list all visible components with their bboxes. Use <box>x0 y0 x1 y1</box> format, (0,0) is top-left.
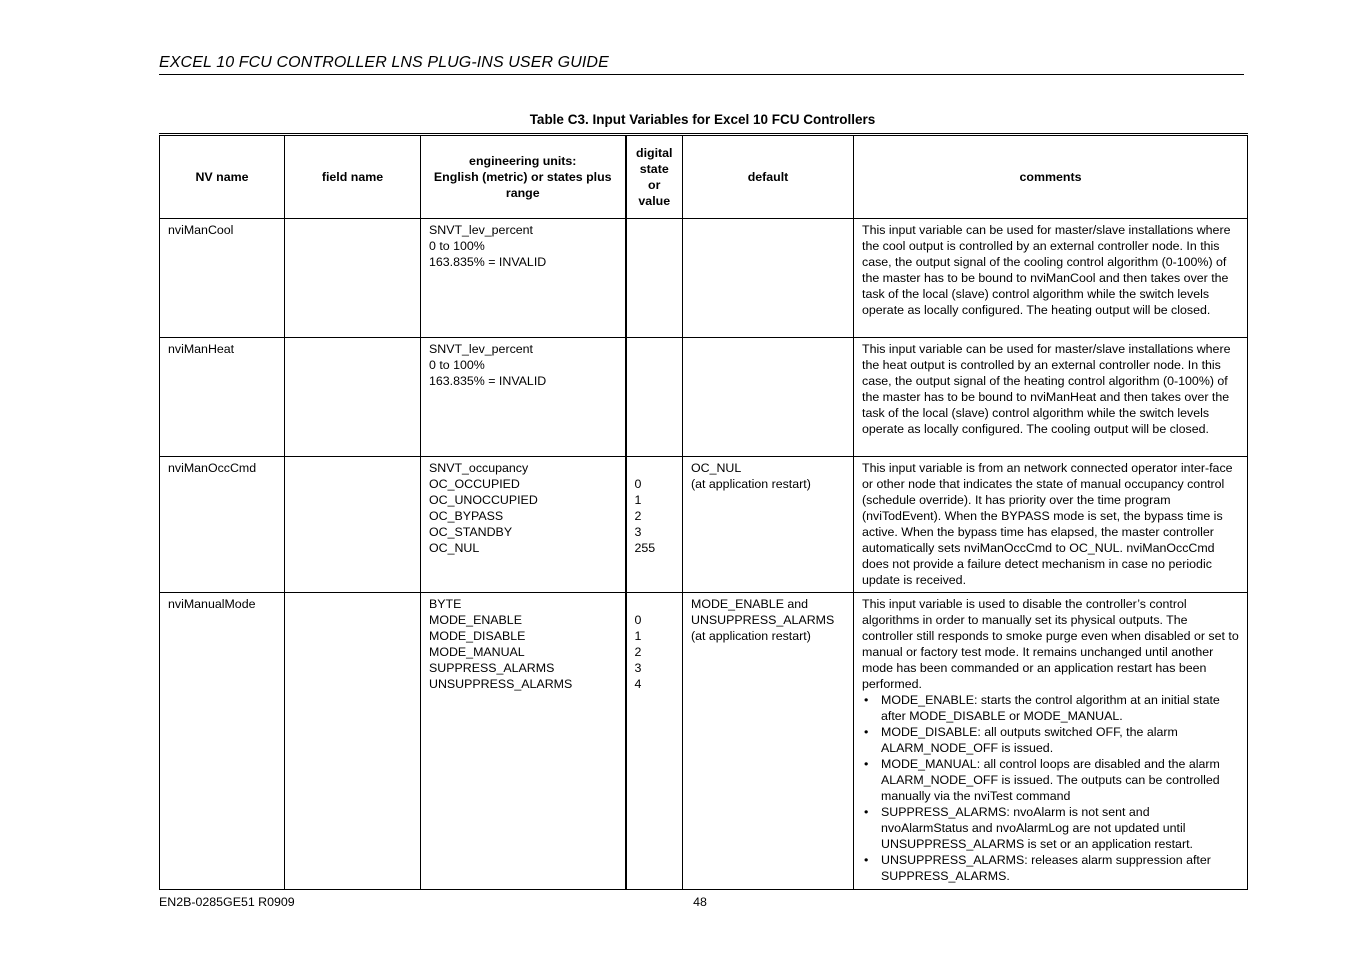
digital-line: 255 <box>634 541 656 555</box>
cell-field-name <box>285 219 421 338</box>
col-header-digital-line-1: digital <box>636 146 673 160</box>
cell-default <box>683 338 854 457</box>
bullet-item: • MODE_DISABLE: all outputs switched OFF, the alarm ALARM_NODE_OFF is issued. <box>881 724 1239 756</box>
units-line: MODE_DISABLE <box>429 629 526 643</box>
units-line: UNSUPPRESS_ALARMS <box>429 677 573 691</box>
input-variables-table <box>159 133 1248 890</box>
cell-nv-name: nviManCool <box>160 219 285 338</box>
footer-page-number: 48 <box>693 895 707 909</box>
col-header-eng-line-3: range <box>505 186 540 200</box>
col-header-digital-line-4: value <box>638 194 671 208</box>
units-line: 163.835% = INVALID <box>429 255 547 269</box>
units-line: SUPPRESS_ALARMS <box>429 661 555 675</box>
units-line: OC_UNOCCUPIED <box>429 493 538 507</box>
cell-comments <box>854 219 1248 338</box>
table-row <box>160 593 1248 890</box>
cell-field-name <box>285 593 421 890</box>
col-header-eng-line-2: English (metric) or states plus <box>433 170 612 184</box>
digital-line: 0 <box>634 613 642 627</box>
units-line: 0 to 100% <box>429 239 485 253</box>
default-line: OC_NUL <box>691 461 742 475</box>
units-line: 0 to 100% <box>429 358 485 372</box>
cell-units <box>421 593 626 890</box>
cell-default <box>683 593 854 890</box>
cell-units <box>421 457 626 593</box>
cell-nv-name: nviManOccCmd <box>160 457 285 593</box>
digital-line: 4 <box>634 677 642 691</box>
col-header-digital-state <box>626 135 683 219</box>
col-header-digital-line-3: or <box>648 178 661 192</box>
digital-line: 1 <box>634 493 642 507</box>
table-header-row <box>160 135 1248 219</box>
footer-doc-id: EN2B-0285GE51 R0909 <box>159 895 295 909</box>
digital-line <box>635 596 675 612</box>
default-line: (at application restart) <box>691 629 811 643</box>
table-row <box>160 457 1248 593</box>
bullet-item: • UNSUPPRESS_ALARMS: releases alarm suppression after SUPPRESS_ALARMS. <box>881 852 1239 884</box>
col-header-digital-line-2: state <box>639 162 669 176</box>
cell-units <box>421 219 626 338</box>
units-line: MODE_ENABLE <box>429 613 522 627</box>
cell-nv-name: nviManHeat <box>160 338 285 457</box>
units-line: OC_NUL <box>429 541 480 555</box>
col-header-default: default <box>683 135 854 219</box>
units-line: SNVT_lev_percent <box>429 223 533 237</box>
cell-default <box>683 457 854 593</box>
comment-text: This input variable is used to disable the controller’s control algorithms in order to manually set its physical outputs. The controller still responds to smoke purge even when disabled or set to manual or factory test mode. It remains unchanged until another mode has been commanded or an application restart has been performed. <box>862 597 1239 691</box>
cell-digital <box>626 593 683 890</box>
cell-field-name <box>285 457 421 593</box>
units-line: 163.835% = INVALID <box>429 374 547 388</box>
units-line: BYTE <box>429 597 462 611</box>
digital-line: 1 <box>634 629 642 643</box>
units-line: SNVT_occupancy <box>429 461 529 475</box>
bullet-item: • SUPPRESS_ALARMS: nvoAlarm is not sent and nvoAlarmStatus and nvoAlarmLog are not updated until UNSUPPRESS_ALARMS is set or an application restart. <box>881 804 1239 852</box>
digital-line <box>635 460 675 476</box>
cell-nv-name: nviManualMode <box>160 593 285 890</box>
cell-comments <box>854 457 1248 593</box>
col-header-comments: comments <box>854 135 1248 219</box>
comment-text: This input variable is from an network connected operator inter-face or other node that indicates the state of manual occupancy control (schedule override). It has priority over the time program (nviTodEvent). When the BYPASS mode is set, the bypass time is active. When the bypass time has elapsed, the master controller automatically sets nviManOccCmd to OC_NUL. nviManOccCmd does not provide a failure detect mechanism in case no periodic update is received. <box>862 461 1233 587</box>
digital-line: 3 <box>634 661 642 675</box>
units-line: OC_STANDBY <box>429 525 513 539</box>
table-row <box>160 219 1248 338</box>
digital-line: 2 <box>634 509 642 523</box>
default-line: (at application restart) <box>691 477 811 491</box>
cell-default <box>683 219 854 338</box>
default-line: MODE_ENABLE and <box>691 597 809 611</box>
cell-comments <box>854 338 1248 457</box>
digital-line: 3 <box>634 525 642 539</box>
units-line: OC_BYPASS <box>429 509 504 523</box>
col-header-engineering-units <box>421 135 626 219</box>
cell-units <box>421 338 626 457</box>
comment-bullet-list <box>862 692 1239 884</box>
units-line: MODE_MANUAL <box>429 645 525 659</box>
comment-text: This input variable can be used for master/slave installations where the cool output is controlled by an external controller node. In this case, the output signal of the cooling control algorithm (0-100%) of the master has to be bound to nviManCool and then takes over the task of the local (slave) control algorithm while the switch levels operate as locally configured. The heating output will be closed. <box>862 223 1231 317</box>
table-caption: Table C3. Input Variables for Excel 10 FCU Controllers <box>529 112 876 127</box>
col-header-field-name: field name <box>285 135 421 219</box>
digital-line: 0 <box>634 477 642 491</box>
cell-digital <box>626 457 683 593</box>
cell-digital <box>626 219 683 338</box>
default-line: UNSUPPRESS_ALARMS <box>691 613 835 627</box>
units-line: OC_OCCUPIED <box>429 477 520 491</box>
digital-line: 2 <box>634 645 642 659</box>
comment-text: This input variable can be used for master/slave installations where the heat output is controlled by an external controller node. In this case, the output signal of the heating control algorithm (0-100%) of the master has to be bound to nviManHeat and then takes over the task of the local (slave) control algorithm while the switch levels operate as locally configured. The cooling output will be closed. <box>862 342 1231 436</box>
cell-comments <box>854 593 1248 890</box>
table-row <box>160 338 1248 457</box>
cell-digital <box>626 338 683 457</box>
page-header-title: EXCEL 10 FCU CONTROLLER LNS PLUG-INS USER GUIDE <box>159 53 1244 75</box>
cell-field-name <box>285 338 421 457</box>
bullet-item: • MODE_ENABLE: starts the control algorithm at an initial state after MODE_DISABLE or MODE_MANUAL. <box>881 692 1239 724</box>
bullet-item: • MODE_MANUAL: all control loops are disabled and the alarm ALARM_NODE_OFF is issued. The outputs can be controlled manually via the nviTest command <box>881 756 1239 804</box>
units-line: SNVT_lev_percent <box>429 342 533 356</box>
col-header-nv-name: NV name <box>160 135 285 219</box>
col-header-eng-line-1: engineering units: <box>469 154 577 168</box>
